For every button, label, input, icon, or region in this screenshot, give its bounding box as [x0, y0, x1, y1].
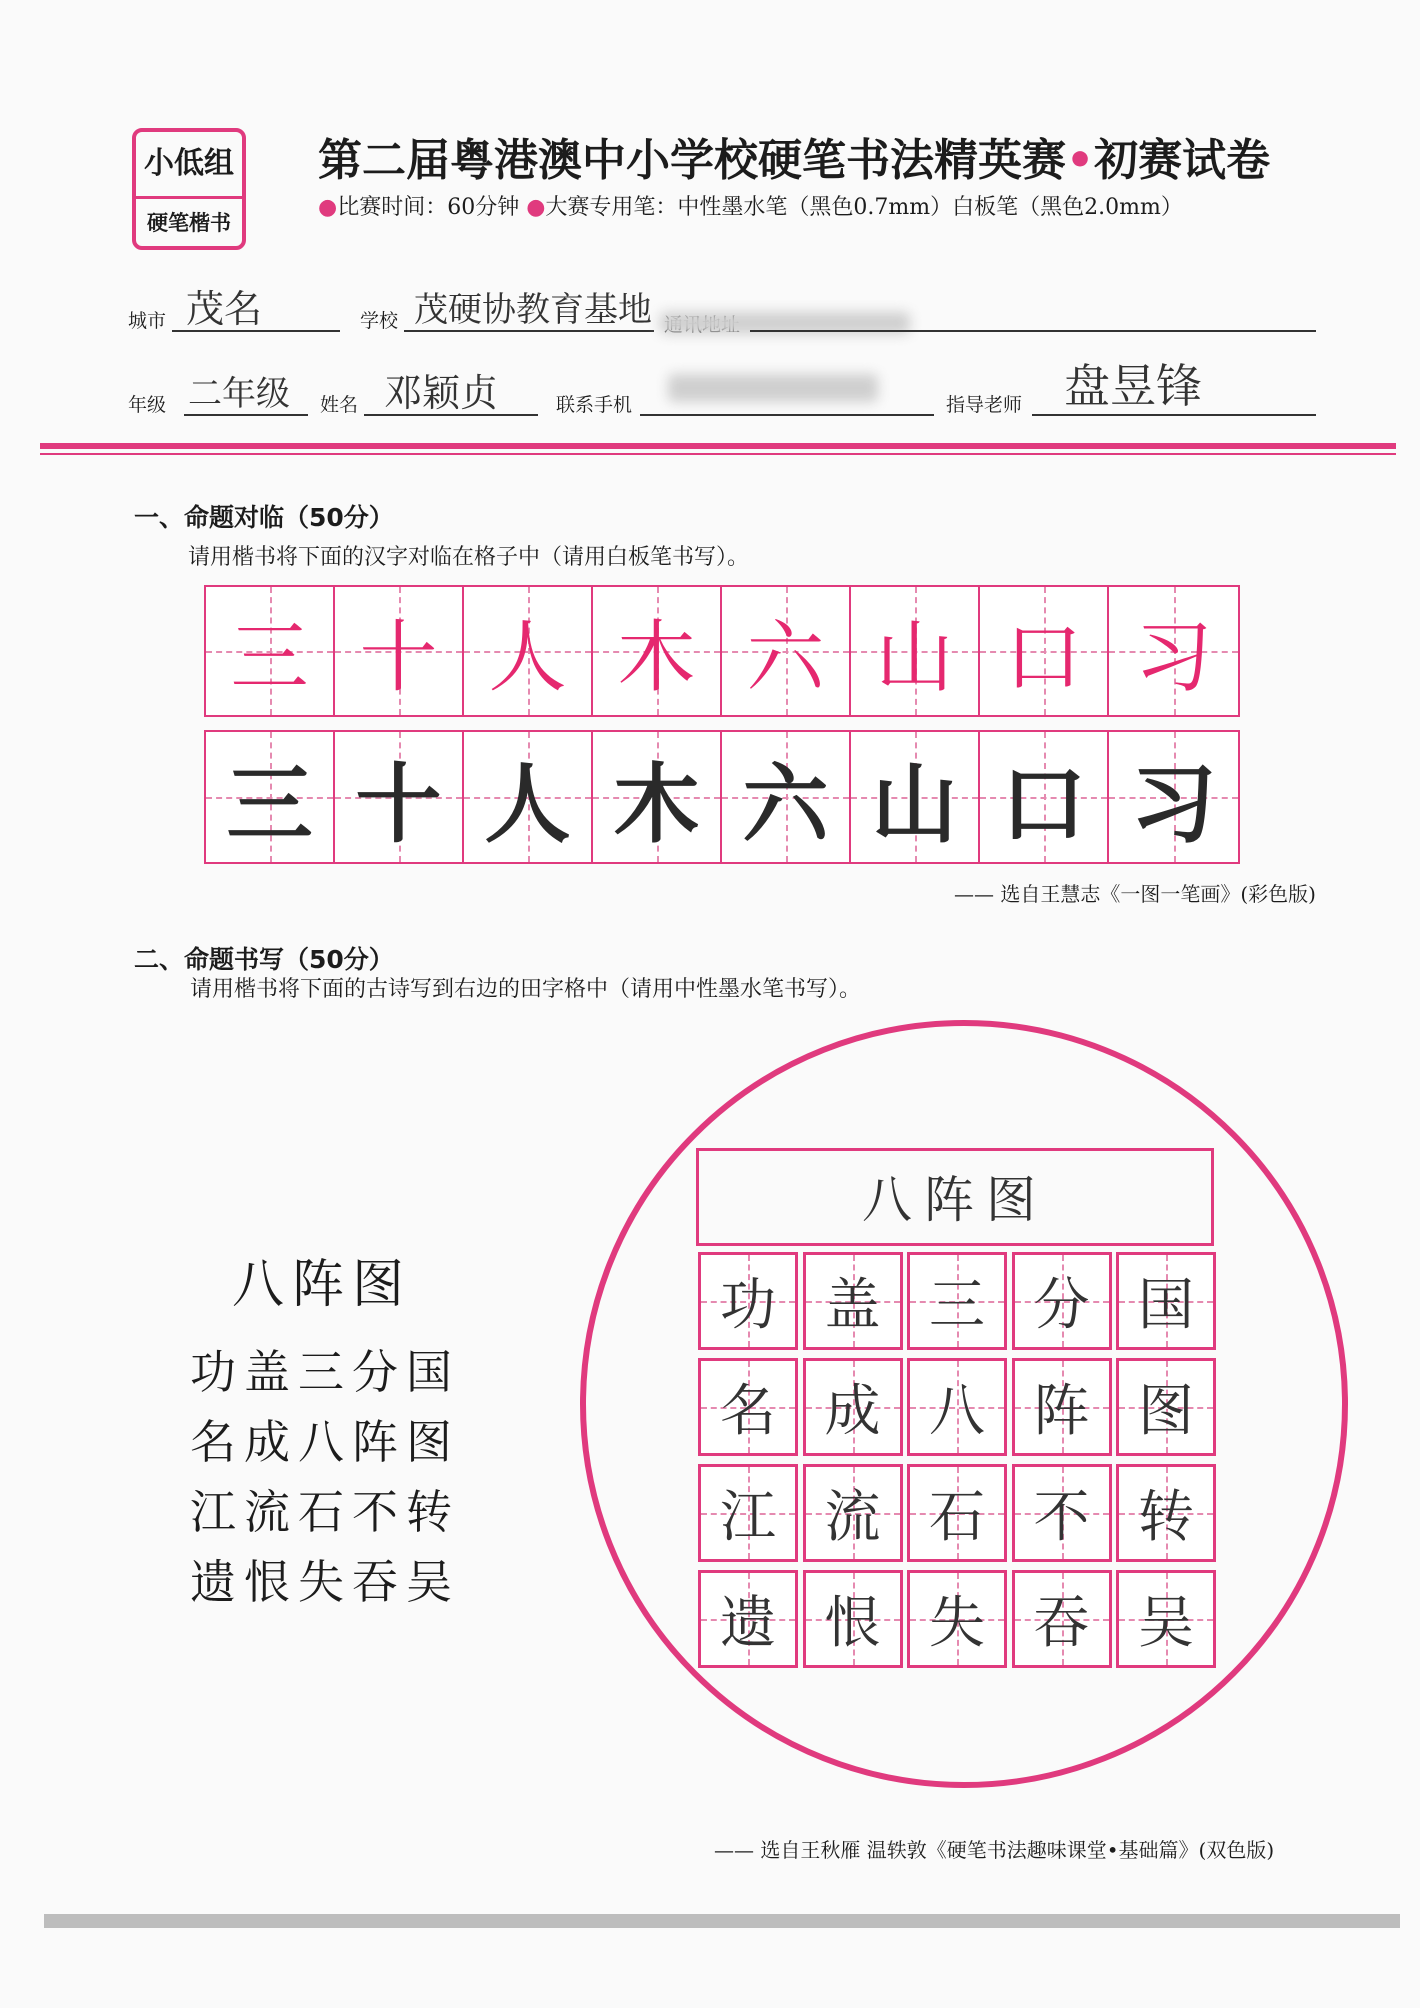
- redacted-phone: [668, 374, 878, 402]
- model-cell: 木: [593, 587, 722, 715]
- answer-cell[interactable]: [907, 1570, 1007, 1668]
- answer-char: 遗: [720, 1591, 776, 1656]
- answer-cell[interactable]: [907, 1358, 1007, 1456]
- answer-char: 石: [929, 1485, 985, 1550]
- answer-cell[interactable]: [803, 1464, 903, 1562]
- practice-cell[interactable]: 木: [593, 732, 722, 862]
- model-cell: 三: [206, 587, 335, 715]
- answer-char: 恨: [824, 1591, 881, 1656]
- section1-instruction: 请用楷书将下面的汉字对临在格子中（请用白板笔书写）。: [188, 545, 750, 570]
- answer-char: 三: [929, 1273, 985, 1338]
- bullet-icon: ●: [526, 195, 546, 220]
- phone-field-line: [640, 412, 934, 416]
- answer-cell[interactable]: [907, 1252, 1007, 1350]
- city-label: 城市: [128, 310, 167, 332]
- address-field-line: [750, 328, 1316, 332]
- practice-cell[interactable]: 口: [980, 732, 1109, 862]
- answer-cell[interactable]: [1012, 1464, 1112, 1562]
- section2-instruction: 请用楷书将下面的古诗写到右边的田字格中（请用中性墨水笔书写）。: [190, 977, 862, 1002]
- answer-char: 功: [720, 1273, 776, 1338]
- answer-char: 八: [929, 1379, 985, 1444]
- answer-char: 成: [824, 1379, 881, 1444]
- header-divider-thin: [40, 453, 1396, 455]
- poem-title: 八阵图: [232, 1255, 413, 1315]
- practice-cell[interactable]: 山: [851, 732, 980, 862]
- school-label: 学校: [360, 310, 399, 332]
- poem-line: 遗恨失吞吴: [190, 1555, 460, 1609]
- practice-cell[interactable]: 三: [206, 732, 335, 862]
- title-dot: •: [1066, 135, 1095, 186]
- practice-cell[interactable]: 人: [464, 732, 593, 862]
- answer-char: 吴: [1138, 1591, 1194, 1656]
- answer-cell[interactable]: [803, 1570, 903, 1668]
- practice-cell[interactable]: 六: [722, 732, 851, 862]
- title-suffix: 初赛试卷: [1094, 135, 1271, 186]
- model-grid: [204, 585, 1240, 717]
- answer-cell[interactable]: [803, 1252, 903, 1350]
- name-label: 姓名: [320, 394, 359, 416]
- teacher-label: 指导老师: [946, 394, 1023, 416]
- phone-label: 联系手机: [556, 394, 633, 416]
- answer-char: 流: [824, 1485, 881, 1550]
- answer-char: 图: [1138, 1379, 1194, 1444]
- answer-char: 国: [1138, 1273, 1194, 1338]
- grade-label: 年级: [128, 394, 167, 416]
- practice-cell[interactable]: 十: [335, 732, 464, 862]
- answer-char: 失: [929, 1591, 985, 1656]
- header-divider: [40, 443, 1396, 449]
- answer-cell[interactable]: [698, 1252, 798, 1350]
- practice-cell[interactable]: 习: [1109, 732, 1238, 862]
- answer-char: 阵: [1033, 1379, 1090, 1444]
- city-value[interactable]: 茂名: [186, 287, 263, 331]
- answer-cell[interactable]: [698, 1570, 798, 1668]
- model-cell: 十: [335, 587, 464, 715]
- poem-line: 江流石不转: [190, 1485, 460, 1539]
- answer-cell[interactable]: [1116, 1464, 1216, 1562]
- answer-cell[interactable]: [907, 1464, 1007, 1562]
- answer-char: 盖: [824, 1273, 881, 1338]
- practice-grid[interactable]: [204, 730, 1240, 864]
- answer-cell[interactable]: [803, 1358, 903, 1456]
- teacher-value[interactable]: 盘昱锋: [1064, 359, 1202, 413]
- subtitle: [318, 190, 1183, 221]
- answer-char: 名: [720, 1379, 776, 1444]
- answer-cell[interactable]: [1116, 1358, 1216, 1456]
- subtitle-time: 比赛时间：60分钟: [337, 195, 520, 220]
- answer-char: 吞: [1033, 1591, 1090, 1656]
- answer-cell[interactable]: [1116, 1252, 1216, 1350]
- answer-char: 江: [720, 1485, 776, 1550]
- answer-title-box[interactable]: 八阵图: [696, 1148, 1214, 1246]
- answer-cell[interactable]: [1012, 1252, 1112, 1350]
- subtitle-pens: 大赛专用笔：中性墨水笔（黑色0.7mm）白板笔（黑色2.0mm）: [545, 195, 1183, 220]
- section1-source: —— 选自王慧志《一图一笔画》(彩色版): [954, 882, 1316, 906]
- footer-bar: [44, 1914, 1400, 1928]
- answer-cell[interactable]: [698, 1358, 798, 1456]
- title-main: 第二届粤港澳中小学校硬笔书法精英赛: [318, 135, 1066, 186]
- bullet-icon: ●: [318, 195, 338, 220]
- answer-cell[interactable]: [1116, 1570, 1216, 1668]
- answer-char: 不: [1033, 1485, 1090, 1550]
- answer-char: 分: [1033, 1273, 1090, 1338]
- model-cell: 习: [1109, 587, 1238, 715]
- model-cell: 人: [464, 587, 593, 715]
- answer-cell[interactable]: [1012, 1358, 1112, 1456]
- section2-source: —— 选自王秋雁 温轶敦《硬笔书法趣味课堂•基础篇》(双色版): [714, 1838, 1275, 1862]
- group-badge: [132, 128, 246, 250]
- model-cell: 山: [851, 587, 980, 715]
- answer-cell[interactable]: [698, 1464, 798, 1562]
- model-cell: 六: [722, 587, 851, 715]
- answer-char: 转: [1138, 1485, 1194, 1550]
- badge-category: 硬笔楷书: [147, 210, 231, 235]
- page-title: [318, 124, 1270, 188]
- answer-cell[interactable]: [1012, 1570, 1112, 1668]
- section2-heading: 二、命题书写（50分）: [134, 945, 394, 974]
- poem-line: 功盖三分国: [190, 1345, 460, 1399]
- poem-line: 名成八阵图: [190, 1415, 460, 1469]
- badge-group: 小低组: [136, 132, 242, 199]
- school-value[interactable]: 茂硬协教育基地: [414, 290, 652, 330]
- section1-heading: 一、命题对临（50分）: [134, 503, 394, 532]
- name-value[interactable]: 邓颖贞: [384, 371, 499, 415]
- grade-value[interactable]: 二年级: [188, 374, 290, 414]
- model-cell: 口: [980, 587, 1109, 715]
